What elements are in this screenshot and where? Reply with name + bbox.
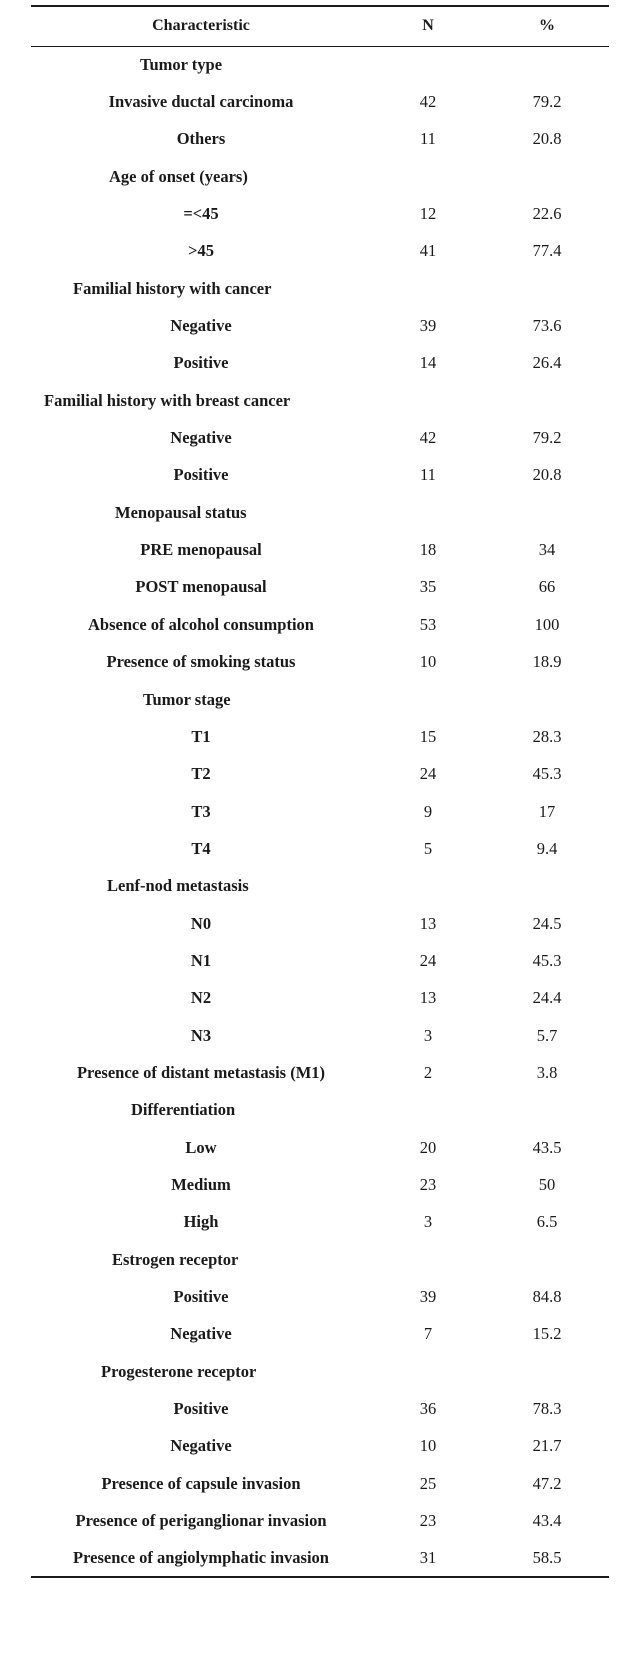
row-label: Others bbox=[176, 129, 226, 149]
cell-n: 18 bbox=[419, 540, 437, 560]
table-row bbox=[31, 1129, 609, 1166]
table-row bbox=[31, 830, 609, 867]
row-label: Negative bbox=[170, 428, 232, 448]
table-row-group bbox=[31, 1353, 609, 1390]
cell-percent bbox=[485, 382, 609, 419]
group-label-menopausal-status: Menopausal status bbox=[115, 502, 247, 522]
table-row bbox=[31, 980, 609, 1017]
cell-n: 39 bbox=[419, 1287, 437, 1307]
table-row bbox=[31, 606, 609, 643]
table-row bbox=[31, 942, 609, 979]
table-row bbox=[31, 457, 609, 494]
cell-percent: 43.5 bbox=[532, 1137, 562, 1157]
group-label-familial-breast-cancer: Familial history with breast cancer bbox=[44, 390, 291, 410]
cell-n: 36 bbox=[419, 1399, 437, 1419]
table-row-group bbox=[31, 270, 609, 307]
row-label: PRE menopausal bbox=[140, 540, 262, 560]
cell-percent: 3.8 bbox=[536, 1062, 558, 1082]
cell-percent: 77.4 bbox=[532, 241, 562, 261]
row-label: =<45 bbox=[183, 204, 219, 224]
cell-n: 41 bbox=[419, 241, 437, 261]
cell-n bbox=[371, 1353, 485, 1390]
cell-n: 12 bbox=[419, 204, 437, 224]
cell-n: 13 bbox=[419, 913, 437, 933]
group-label-estrogen-receptor: Estrogen receptor bbox=[112, 1249, 239, 1269]
cell-n: 13 bbox=[419, 988, 437, 1008]
cell-percent: 17 bbox=[538, 801, 556, 821]
row-label: Presence of smoking status bbox=[106, 652, 296, 672]
cell-n bbox=[371, 158, 485, 195]
cell-n: 14 bbox=[419, 353, 437, 373]
row-label: T3 bbox=[191, 801, 211, 821]
table-row-group bbox=[31, 382, 609, 419]
cell-percent: 66 bbox=[538, 577, 556, 597]
row-label: Presence of capsule invasion bbox=[101, 1473, 301, 1493]
row-label: Low bbox=[185, 1137, 217, 1157]
cell-n: 5 bbox=[423, 838, 433, 858]
cell-percent: 24.4 bbox=[532, 988, 562, 1008]
cell-n: 3 bbox=[423, 1025, 433, 1045]
row-label: Presence of periganglionar invasion bbox=[75, 1511, 327, 1531]
table-row-group bbox=[31, 1241, 609, 1278]
table-row bbox=[31, 1428, 609, 1465]
row-label: T1 bbox=[191, 726, 211, 746]
table-row bbox=[31, 83, 609, 120]
table-row bbox=[31, 1054, 609, 1091]
row-label: Presence of angiolymphatic invasion bbox=[31, 1540, 371, 1577]
cell-n: 24 bbox=[419, 764, 437, 784]
group-label-progesterone-receptor: Progesterone receptor bbox=[101, 1361, 257, 1381]
cell-n: 53 bbox=[419, 614, 437, 634]
table-row bbox=[31, 1278, 609, 1315]
cell-n bbox=[371, 270, 485, 307]
group-label-differentiation: Differentiation bbox=[131, 1100, 236, 1120]
cell-n bbox=[371, 1241, 485, 1278]
row-label: Presence of distant metastasis (M1) bbox=[76, 1062, 326, 1082]
cell-percent: 22.6 bbox=[532, 204, 562, 224]
row-label: N3 bbox=[190, 1025, 212, 1045]
cell-percent: 5.7 bbox=[536, 1025, 558, 1045]
row-label: T2 bbox=[191, 764, 211, 784]
cell-percent: 78.3 bbox=[532, 1399, 562, 1419]
cell-percent: 79.2 bbox=[532, 92, 562, 112]
cell-percent bbox=[485, 158, 609, 195]
cell-percent: 21.7 bbox=[532, 1436, 562, 1456]
table-row bbox=[31, 644, 609, 681]
cell-n: 25 bbox=[419, 1473, 437, 1493]
cell-percent: 6.5 bbox=[536, 1212, 558, 1232]
table-row bbox=[31, 718, 609, 755]
cell-percent: 58.5 bbox=[485, 1540, 609, 1577]
table-row bbox=[31, 569, 609, 606]
table-row bbox=[31, 905, 609, 942]
cell-percent: 79.2 bbox=[532, 428, 562, 448]
cell-percent: 18.9 bbox=[532, 652, 562, 672]
row-label: Positive bbox=[173, 1287, 229, 1307]
cell-percent: 84.8 bbox=[532, 1287, 562, 1307]
table-row bbox=[31, 1316, 609, 1353]
cell-percent bbox=[485, 1241, 609, 1278]
cell-n: 42 bbox=[419, 92, 437, 112]
row-label: Invasive ductal carcinoma bbox=[108, 92, 294, 112]
cell-percent: 47.2 bbox=[532, 1473, 562, 1493]
row-label: Positive bbox=[173, 1399, 229, 1419]
table-row bbox=[31, 233, 609, 270]
table-row bbox=[31, 1540, 609, 1577]
cell-n: 24 bbox=[419, 950, 437, 970]
table-row bbox=[31, 1204, 609, 1241]
table-row bbox=[31, 1390, 609, 1427]
row-label: T4 bbox=[191, 838, 211, 858]
table-row-group bbox=[31, 46, 609, 83]
cell-percent bbox=[485, 46, 609, 83]
cell-n: 9 bbox=[423, 801, 433, 821]
row-label: >45 bbox=[188, 241, 214, 261]
table-row-group bbox=[31, 158, 609, 195]
cell-percent bbox=[485, 1092, 609, 1129]
cell-percent bbox=[485, 868, 609, 905]
cell-n: 35 bbox=[419, 577, 437, 597]
group-label-tumor-stage: Tumor stage bbox=[143, 689, 231, 709]
row-label: POST menopausal bbox=[135, 577, 267, 597]
header-n: N bbox=[371, 6, 485, 46]
cell-n: 7 bbox=[423, 1324, 433, 1344]
cell-n: 23 bbox=[419, 1174, 437, 1194]
cell-n: 10 bbox=[419, 1436, 437, 1456]
table-row bbox=[31, 1017, 609, 1054]
table-row bbox=[31, 1166, 609, 1203]
cell-percent: 100 bbox=[534, 614, 560, 634]
row-label: Positive bbox=[173, 465, 229, 485]
cell-percent: 9.4 bbox=[536, 838, 558, 858]
cell-percent: 50 bbox=[538, 1174, 556, 1194]
characteristics-table bbox=[31, 5, 609, 1578]
row-label: Negative bbox=[170, 316, 232, 336]
cell-percent: 28.3 bbox=[532, 726, 562, 746]
row-label: Negative bbox=[170, 1436, 232, 1456]
row-label: Absence of alcohol consumption bbox=[88, 614, 314, 634]
group-label-familial-cancer: Familial history with cancer bbox=[73, 278, 272, 298]
cell-n bbox=[371, 868, 485, 905]
cell-percent: 43.4 bbox=[532, 1511, 562, 1531]
cell-n: 39 bbox=[419, 316, 437, 336]
table-row bbox=[31, 793, 609, 830]
cell-n: 10 bbox=[419, 652, 437, 672]
cell-percent bbox=[485, 494, 609, 531]
table-row bbox=[31, 1502, 609, 1539]
cell-percent: 45.3 bbox=[532, 764, 562, 784]
cell-n: 11 bbox=[420, 465, 436, 485]
group-label-lenf-nod-metastasis: Lenf-nod metastasis bbox=[107, 876, 249, 896]
cell-percent bbox=[485, 681, 609, 718]
cell-n: 23 bbox=[419, 1511, 437, 1531]
cell-n: 42 bbox=[419, 428, 437, 448]
cell-percent: 24.5 bbox=[532, 913, 562, 933]
row-label: Negative bbox=[170, 1324, 232, 1344]
header-percent: % bbox=[485, 6, 609, 46]
cell-n: 3 bbox=[423, 1212, 433, 1232]
cell-percent: 34 bbox=[538, 540, 556, 560]
cell-percent: 15.2 bbox=[532, 1324, 562, 1344]
cell-percent: 45.3 bbox=[532, 950, 562, 970]
table-row bbox=[31, 307, 609, 344]
header-row bbox=[31, 6, 609, 46]
table-row-group bbox=[31, 494, 609, 531]
header-characteristic: Characteristic bbox=[31, 6, 371, 46]
cell-n: 20 bbox=[419, 1137, 437, 1157]
cell-percent bbox=[485, 1353, 609, 1390]
table-row bbox=[31, 531, 609, 568]
cell-n bbox=[371, 382, 485, 419]
row-label: N1 bbox=[190, 950, 212, 970]
row-label: High bbox=[183, 1212, 219, 1232]
cell-percent bbox=[485, 270, 609, 307]
table-row-group bbox=[31, 1092, 609, 1129]
cell-percent: 20.8 bbox=[532, 129, 562, 149]
table-row bbox=[31, 121, 609, 158]
table-row bbox=[31, 345, 609, 382]
cell-n bbox=[371, 681, 485, 718]
table-row-group bbox=[31, 868, 609, 905]
cell-n bbox=[371, 494, 485, 531]
row-label: Positive bbox=[173, 353, 229, 373]
row-label: Medium bbox=[171, 1174, 231, 1194]
table-row bbox=[31, 1465, 609, 1502]
group-label-tumor-type: Tumor type bbox=[140, 54, 223, 74]
table-row-group bbox=[31, 681, 609, 718]
cell-percent: 73.6 bbox=[532, 316, 562, 336]
table-row bbox=[31, 195, 609, 232]
cell-n: 15 bbox=[419, 726, 437, 746]
table-row bbox=[31, 419, 609, 456]
cell-n: 11 bbox=[420, 129, 436, 149]
cell-n bbox=[371, 1092, 485, 1129]
cell-n bbox=[371, 46, 485, 83]
cell-n: 31 bbox=[371, 1540, 485, 1577]
cell-percent: 26.4 bbox=[532, 353, 562, 373]
table-row bbox=[31, 756, 609, 793]
cell-percent: 20.8 bbox=[532, 465, 562, 485]
table-body bbox=[31, 46, 609, 1577]
row-label: N0 bbox=[190, 913, 212, 933]
table-header bbox=[31, 6, 609, 46]
cell-n: 2 bbox=[423, 1062, 433, 1082]
group-label-age-of-onset: Age of onset (years) bbox=[109, 166, 248, 186]
row-label: N2 bbox=[190, 988, 212, 1008]
